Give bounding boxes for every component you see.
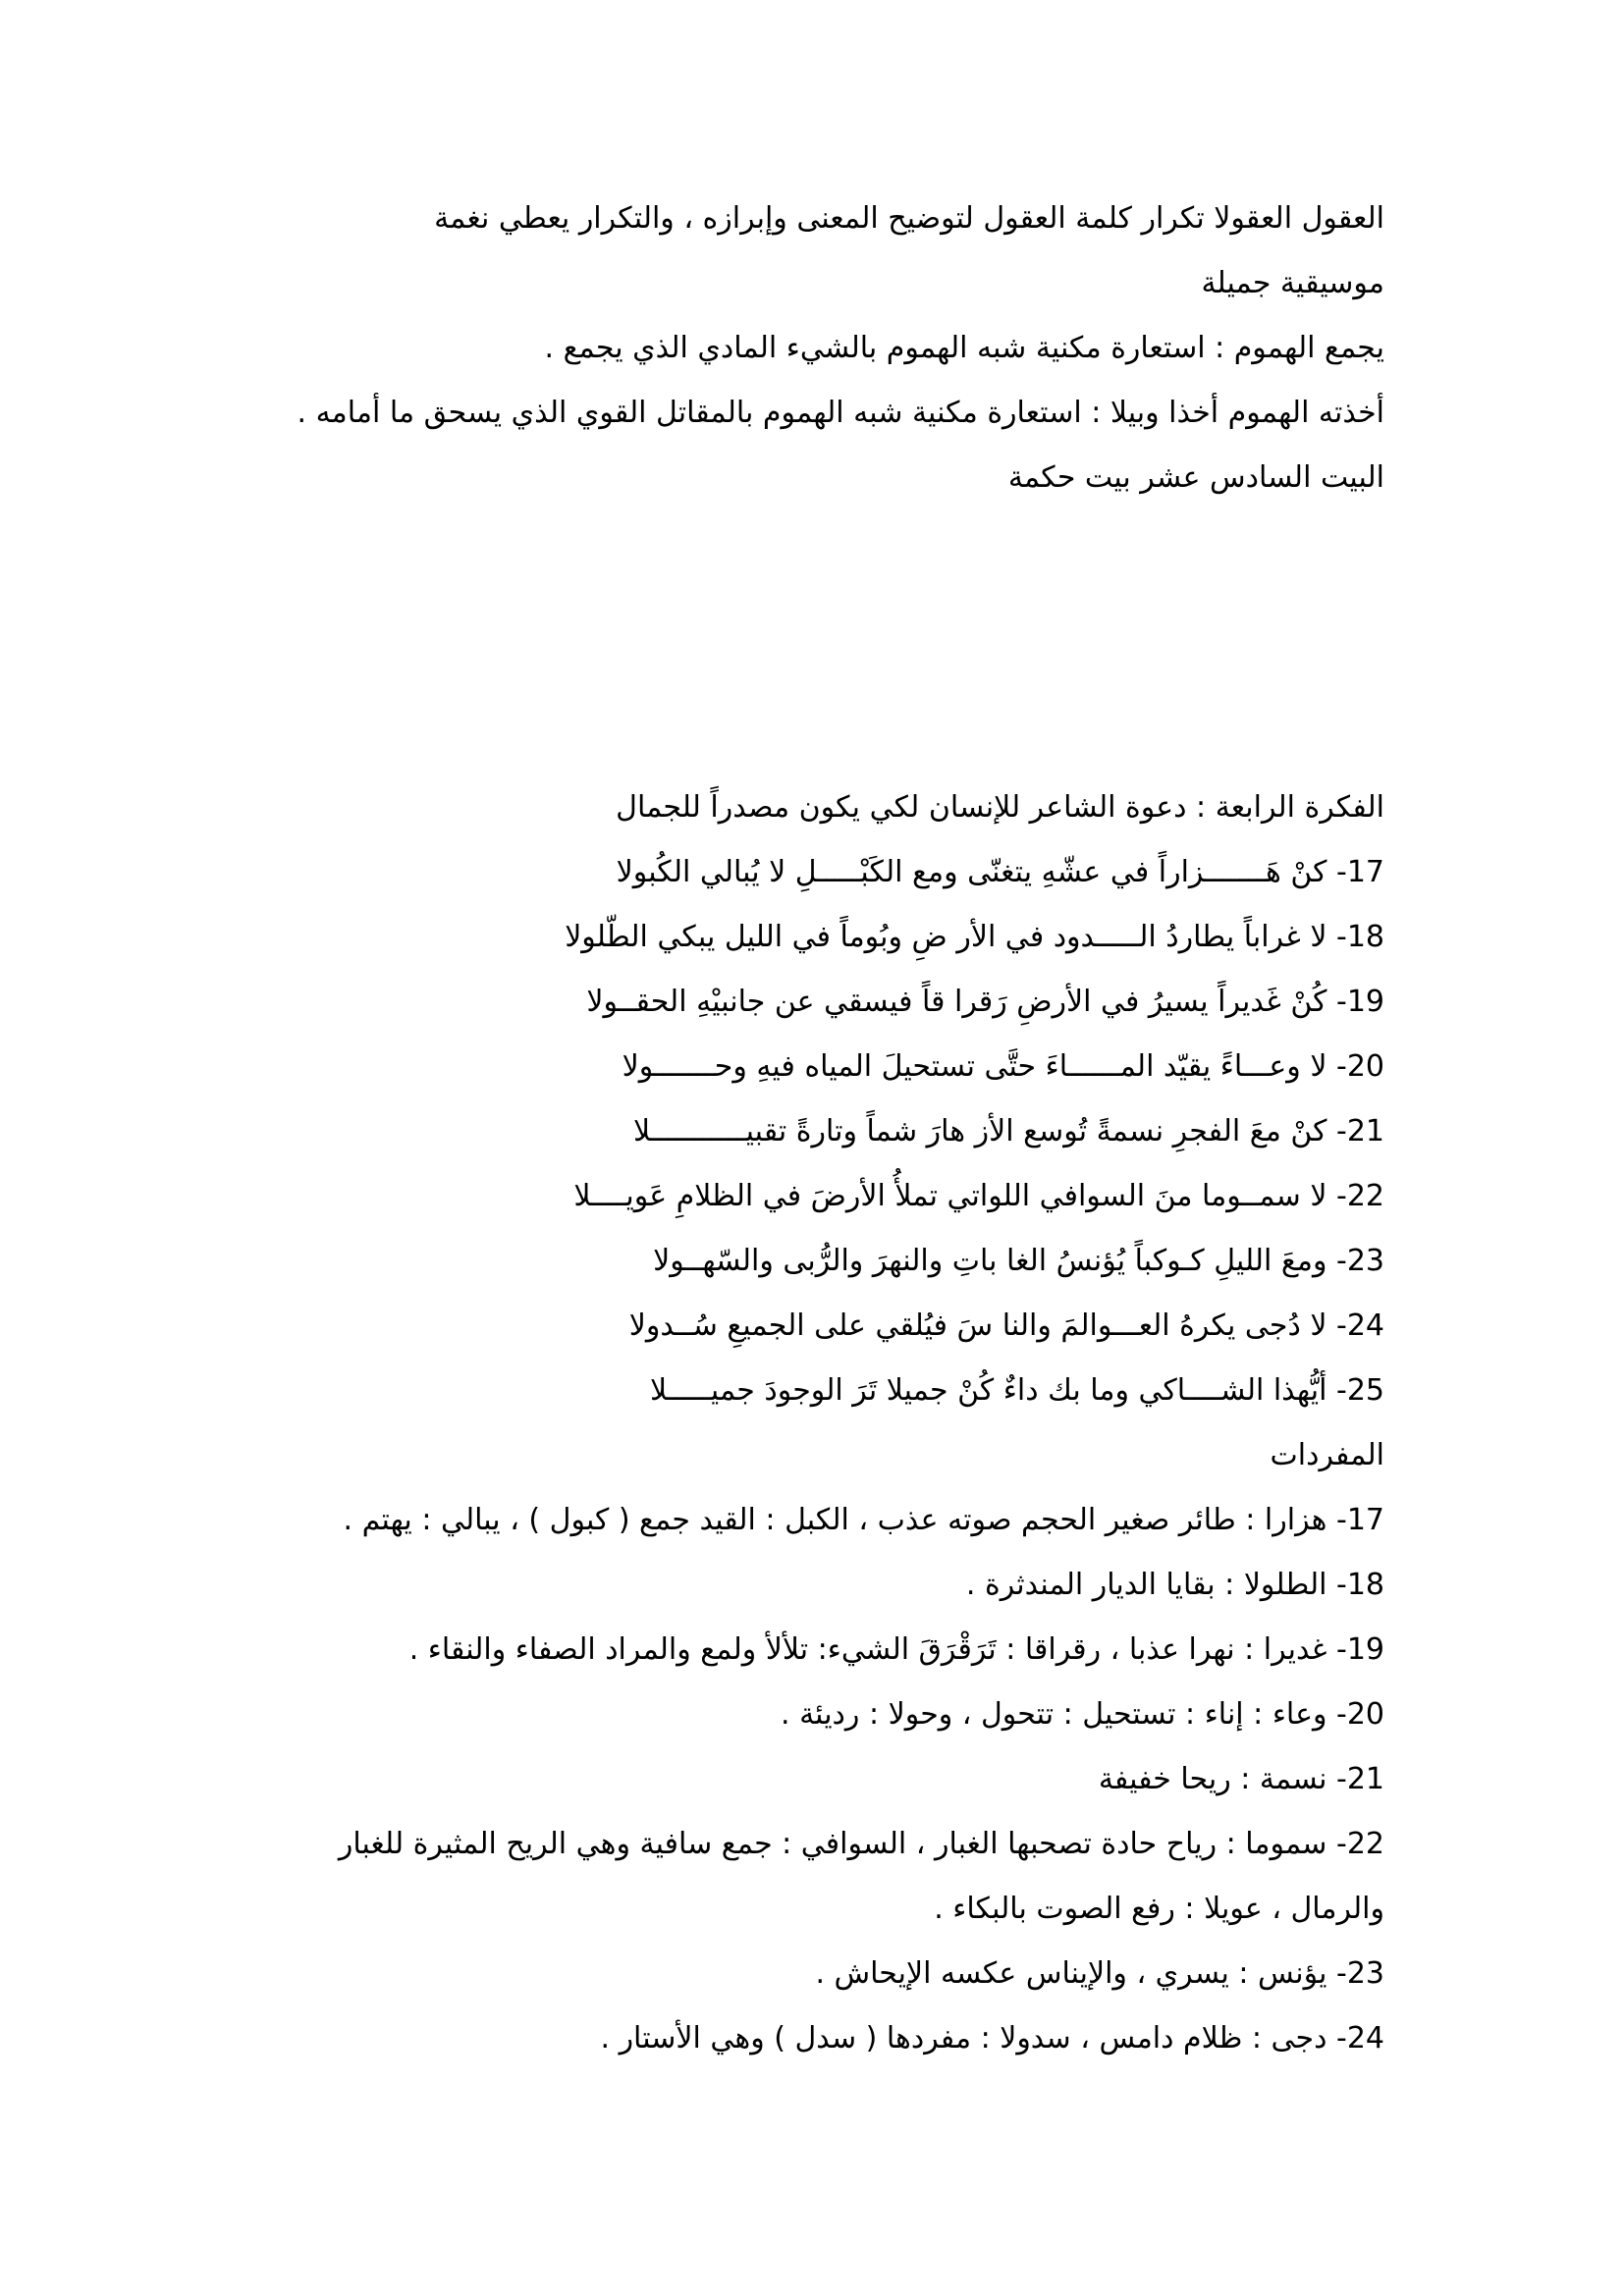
vocab-item-20: 20- وعاء : إناء : تستحيل : تتحول ، وحولا : رديئة . bbox=[781, 1697, 1384, 1732]
verse-22: 22- لا سمــوما منَ السوافي اللواتي تملأُ الأرضَ في الظلامِ عَويــــلا bbox=[573, 1179, 1384, 1213]
intro-section bbox=[297, 187, 1384, 510]
vocab-item-18: 18- الطلولا : بقايا الديار المندثرة . bbox=[965, 1568, 1384, 1602]
verse-18: 18- لا غراباً يطاردُ الـــــدود في الأر ضِ وبُوماً في الليل يبكي الطّلولا bbox=[565, 920, 1384, 954]
intro-line-metaphor-2: أخذته الهموم أخذا وبيلا : استعارة مكنية شبه الهموم بالمقاتل القوي الذي يسحق ما أمامه . bbox=[297, 396, 1384, 430]
verse-23: 23- ومعَ الليلِ كـوكباً يُؤنسُ الغا باتِ والنهرَ والرُّبى والسّهــولا bbox=[653, 1244, 1384, 1278]
vocab-item-24: 24- دجى : ظلام دامس ، سدولا : مفردها ( سدل ) وهي الأستار . bbox=[600, 2021, 1384, 2056]
verse-24: 24- لا دُجى يكرهُ العـــوالمَ والنا سَ فيُلقي على الجميعِ سُــدولا bbox=[628, 1308, 1384, 1343]
vocab-item-21: 21- نسمة : ريحا خفيفة bbox=[1098, 1762, 1384, 1796]
verse-20: 20- لا وعـــاءً يقيّد المــــــاءَ حتَّى تستحيلَ المياه فيهِ وحـــــــولا bbox=[622, 1049, 1384, 1084]
vocab-item-17: 17- هزارا : طائر صغير الحجم صوته عذب ، الكبل : القيد جمع ( كبول ) ، يبالي : يهتم . bbox=[343, 1503, 1384, 1537]
vocab-item-23: 23- يؤنس : يسري ، والإيناس عكسه الإيحاش . bbox=[815, 1956, 1384, 1991]
verses-list bbox=[324, 840, 1384, 1423]
vocabulary-list bbox=[324, 1488, 1384, 2071]
verse-21: 21- كنْ معَ الفجرِ نسمةً تُوسع الأز هارَ شماً وتارةً تقبيـــــــــــلا bbox=[633, 1114, 1384, 1148]
verse-19: 19- كُنْ غَديراً يسيرُ في الأرضِ رَقرا قاً فيسقي عن جانبيْهِ الحقــولا bbox=[586, 985, 1384, 1019]
intro-line-repetition: العقول العقولا تكرار كلمة العقول لتوضيح المعنى وإبرازه ، والتكرار يعطي نغمة موسيقية جميلة bbox=[434, 201, 1384, 300]
intro-line-wisdom: البيت السادس عشر بيت حكمة bbox=[1007, 460, 1384, 495]
idea-four-section bbox=[324, 775, 1384, 2071]
verse-25: 25- أيُّهذا الشــــاكي وما بك داءٌ كُنْ جميلا تَرَ الوجودَ جميـــــلا bbox=[650, 1373, 1384, 1408]
vocab-item-22: 22- سموما : رياح حادة تصحبها الغبار ، السوافي : جمع سافية وهي الريح المثيرة للغبار والرمال ، عويلا : رفع الصوت بالبكاء . bbox=[338, 1827, 1384, 1926]
vocabulary-heading: المفردات bbox=[1270, 1438, 1384, 1472]
verse-17: 17- كنْ هَـــــــزاراً في عشّهِ يتغنّى ومع الكَبْـــــلِ لا يُبالي الكُبولا bbox=[616, 855, 1384, 889]
idea-four-title: الفكرة الرابعة : دعوة الشاعر للإنسان لكي يكون مصدراً للجمال bbox=[616, 790, 1384, 825]
intro-line-metaphor-1: يجمع الهموم : استعارة مكنية شبه الهموم بالشيء المادي الذي يجمع . bbox=[544, 331, 1384, 365]
vocab-item-19: 19- غديرا : نهرا عذبا ، رقراقا : تَرَقْرَقَ الشيء: تلألأ ولمع والمراد الصفاء والنقاء . bbox=[408, 1632, 1384, 1667]
